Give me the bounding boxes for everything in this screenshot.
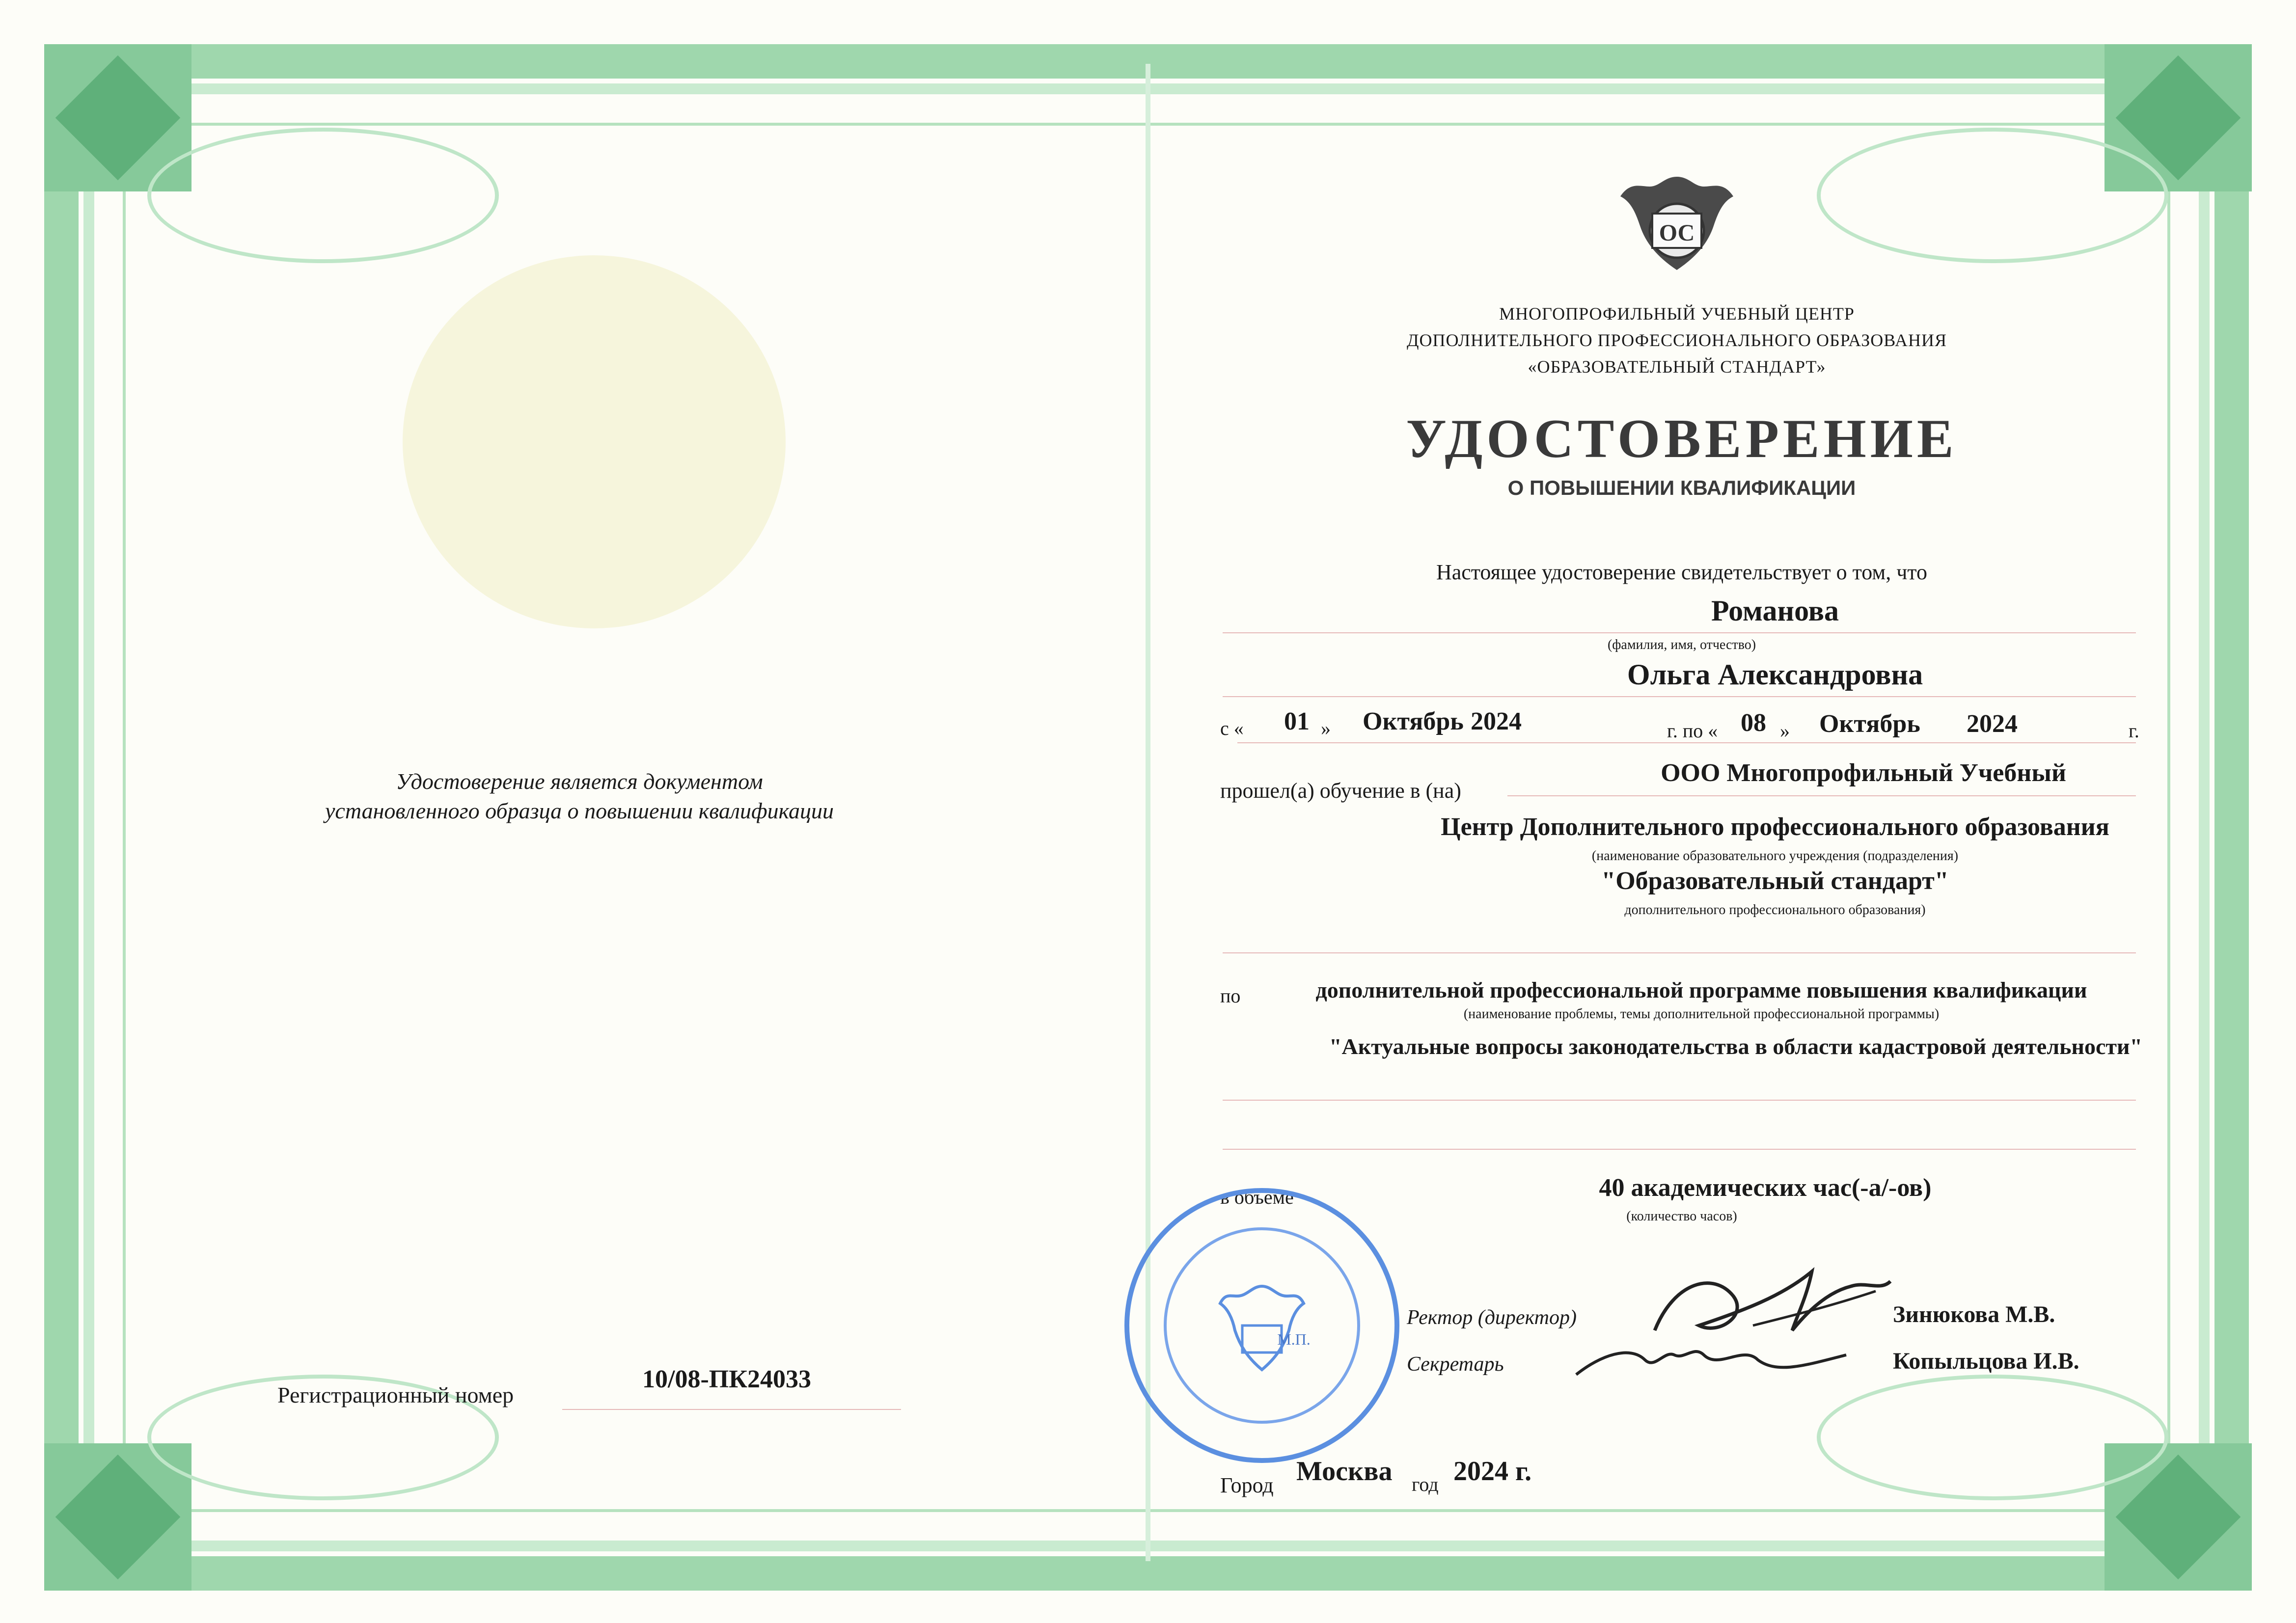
guilloche-wave bbox=[1817, 128, 2168, 263]
surname-underline bbox=[1223, 632, 2136, 633]
volume-label: в объеме bbox=[1220, 1186, 1294, 1208]
org-line-3: «ОБРАЗОВАТЕЛЬНЫЙ СТАНДАРТ» bbox=[1528, 357, 1826, 377]
intro-text: Настоящее удостоверение свидетельствует о том, что bbox=[1436, 560, 1928, 584]
period-to-prefix: г. по « bbox=[1667, 720, 1718, 742]
emblem-letters: ОС bbox=[1659, 220, 1695, 246]
institution-underline-1 bbox=[1507, 795, 2136, 796]
program-underline-1 bbox=[1223, 1100, 2136, 1101]
left-note-line-1: Удостоверение является документом bbox=[396, 769, 763, 794]
registration-label: Регистрационный номер bbox=[277, 1382, 514, 1407]
period-to-month: Октябрь bbox=[1819, 710, 1920, 738]
guilloche-wave bbox=[147, 128, 499, 263]
registration-number: 10/08-ПК24033 bbox=[642, 1365, 811, 1393]
secretary-signature bbox=[1571, 1325, 1856, 1384]
period-suffix: г. bbox=[2129, 720, 2139, 742]
program-line-2: "Актуальные вопросы законодательства в области кадастровой деятельности" bbox=[1329, 1034, 2143, 1059]
year-value: 2024 г. bbox=[1453, 1456, 1532, 1487]
program-line-1: дополнительной профессиональной программе повышения квалификации bbox=[1315, 977, 2087, 1002]
institution-caption: (наименование образовательного учреждения (подразделения) bbox=[1591, 848, 1959, 864]
name-underline bbox=[1223, 696, 2136, 697]
institution-line-1: ООО Многопрофильный Учебный bbox=[1661, 759, 2066, 787]
period-from-prefix: с « bbox=[1220, 717, 1244, 739]
period-from-month: Октябрь bbox=[1363, 707, 1464, 735]
program-caption: (наименование проблемы, темы дополнительной профессиональной программы) bbox=[1463, 1006, 1940, 1022]
volume-caption: (количество часов) bbox=[1626, 1209, 1737, 1224]
city-value: Москва bbox=[1296, 1456, 1393, 1487]
seal-eagle-icon bbox=[1218, 1276, 1306, 1375]
org-line-2: ДОПОЛНИТЕЛЬНОГО ПРОФЕССИОНАЛЬНОГО ОБРАЗОВАНИЯ bbox=[1407, 330, 1947, 350]
fio-caption: (фамилия, имя, отчество) bbox=[1607, 637, 1756, 652]
surname: Романова bbox=[1711, 595, 1839, 627]
program-label: по bbox=[1220, 985, 1241, 1007]
document-subtitle: О ПОВЫШЕНИИ КВАЛИФИКАЦИИ bbox=[1507, 476, 1856, 499]
double-headed-eagle-emblem bbox=[1611, 157, 1743, 290]
secretary-label: Секретарь bbox=[1407, 1353, 1504, 1376]
period-to-year: 2024 bbox=[1967, 710, 2018, 738]
left-note-line-2: установленного образца о повышении квалификации bbox=[325, 798, 834, 823]
period-to-close: » bbox=[1780, 720, 1790, 742]
institution-line-3: "Образовательный стандарт" bbox=[1601, 867, 1949, 895]
volume-value: 40 академических час(-а/-ов) bbox=[1599, 1174, 1932, 1202]
period-from-year: 2024 bbox=[1471, 707, 1522, 735]
institution-underline-2 bbox=[1223, 952, 2136, 953]
watermark-emblem bbox=[403, 255, 786, 628]
secretary-name: Копыльцова И.В. bbox=[1893, 1348, 2079, 1374]
document-title: УДОСТОВЕРЕНИЕ bbox=[1406, 408, 1958, 469]
rector-name: Зинюкова М.В. bbox=[1893, 1301, 2055, 1327]
period-underline bbox=[1237, 742, 2136, 743]
year-label: год bbox=[1412, 1473, 1439, 1495]
period-from-close: » bbox=[1321, 717, 1331, 739]
trained-label: прошел(а) обучение в (на) bbox=[1220, 779, 1461, 803]
period-from-day: 01 bbox=[1284, 707, 1310, 735]
guilloche-wave bbox=[1817, 1375, 2168, 1500]
institution-line-2: Центр Дополнительного профессионального образования bbox=[1441, 813, 2109, 841]
institution-caption-2: дополнительного профессионального образования) bbox=[1624, 902, 1926, 918]
rector-label: Ректор (директор) bbox=[1407, 1306, 1577, 1329]
city-label: Город bbox=[1220, 1473, 1274, 1497]
seal-center-text: М.П. bbox=[1277, 1330, 1311, 1348]
program-underline-2 bbox=[1223, 1149, 2136, 1150]
registration-underline bbox=[562, 1409, 901, 1410]
org-line-1: МНОГОПРОФИЛЬНЫЙ УЧЕБНЫЙ ЦЕНТР bbox=[1499, 304, 1855, 324]
given-name: Ольга Александровна bbox=[1627, 658, 1923, 691]
period-to-day: 08 bbox=[1741, 709, 1766, 737]
